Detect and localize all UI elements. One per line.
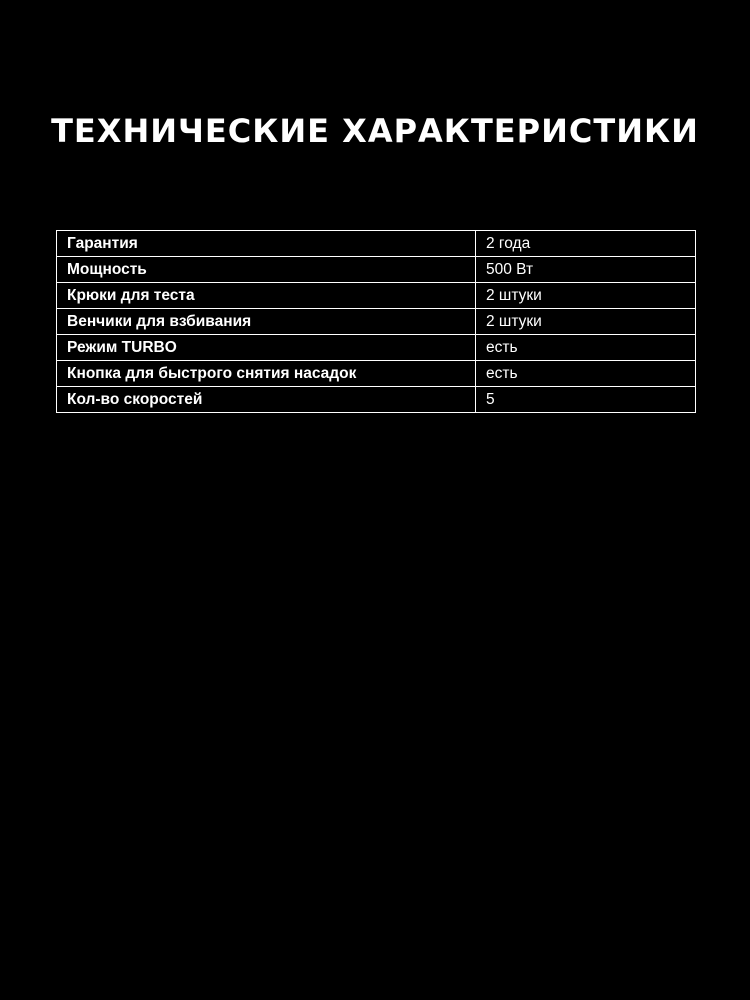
spec-value: 2 года (476, 231, 696, 257)
spec-name: Режим TURBO (57, 335, 476, 361)
table-row (57, 309, 696, 335)
spec-value: 5 (476, 387, 696, 413)
spec-name: Крюки для теста (57, 283, 476, 309)
spec-value: 2 штуки (476, 283, 696, 309)
table-row (57, 231, 696, 257)
page-title: ТЕХНИЧЕСКИЕ ХАРАКТЕРИСТИКИ (51, 112, 699, 150)
spec-value: есть (476, 335, 696, 361)
spec-name: Гарантия (57, 231, 476, 257)
spec-name: Кол-во скоростей (57, 387, 476, 413)
spec-name: Венчики для взбивания (57, 309, 476, 335)
spec-value: 500 Вт (476, 257, 696, 283)
spec-name: Мощность (57, 257, 476, 283)
table-row (57, 283, 696, 309)
spec-name: Кнопка для быстрого снятия насадок (57, 361, 476, 387)
table-row (57, 387, 696, 413)
table-row (57, 335, 696, 361)
spec-value: 2 штуки (476, 309, 696, 335)
specifications-table (56, 230, 696, 413)
table-row (57, 361, 696, 387)
spec-value: есть (476, 361, 696, 387)
table-row (57, 257, 696, 283)
